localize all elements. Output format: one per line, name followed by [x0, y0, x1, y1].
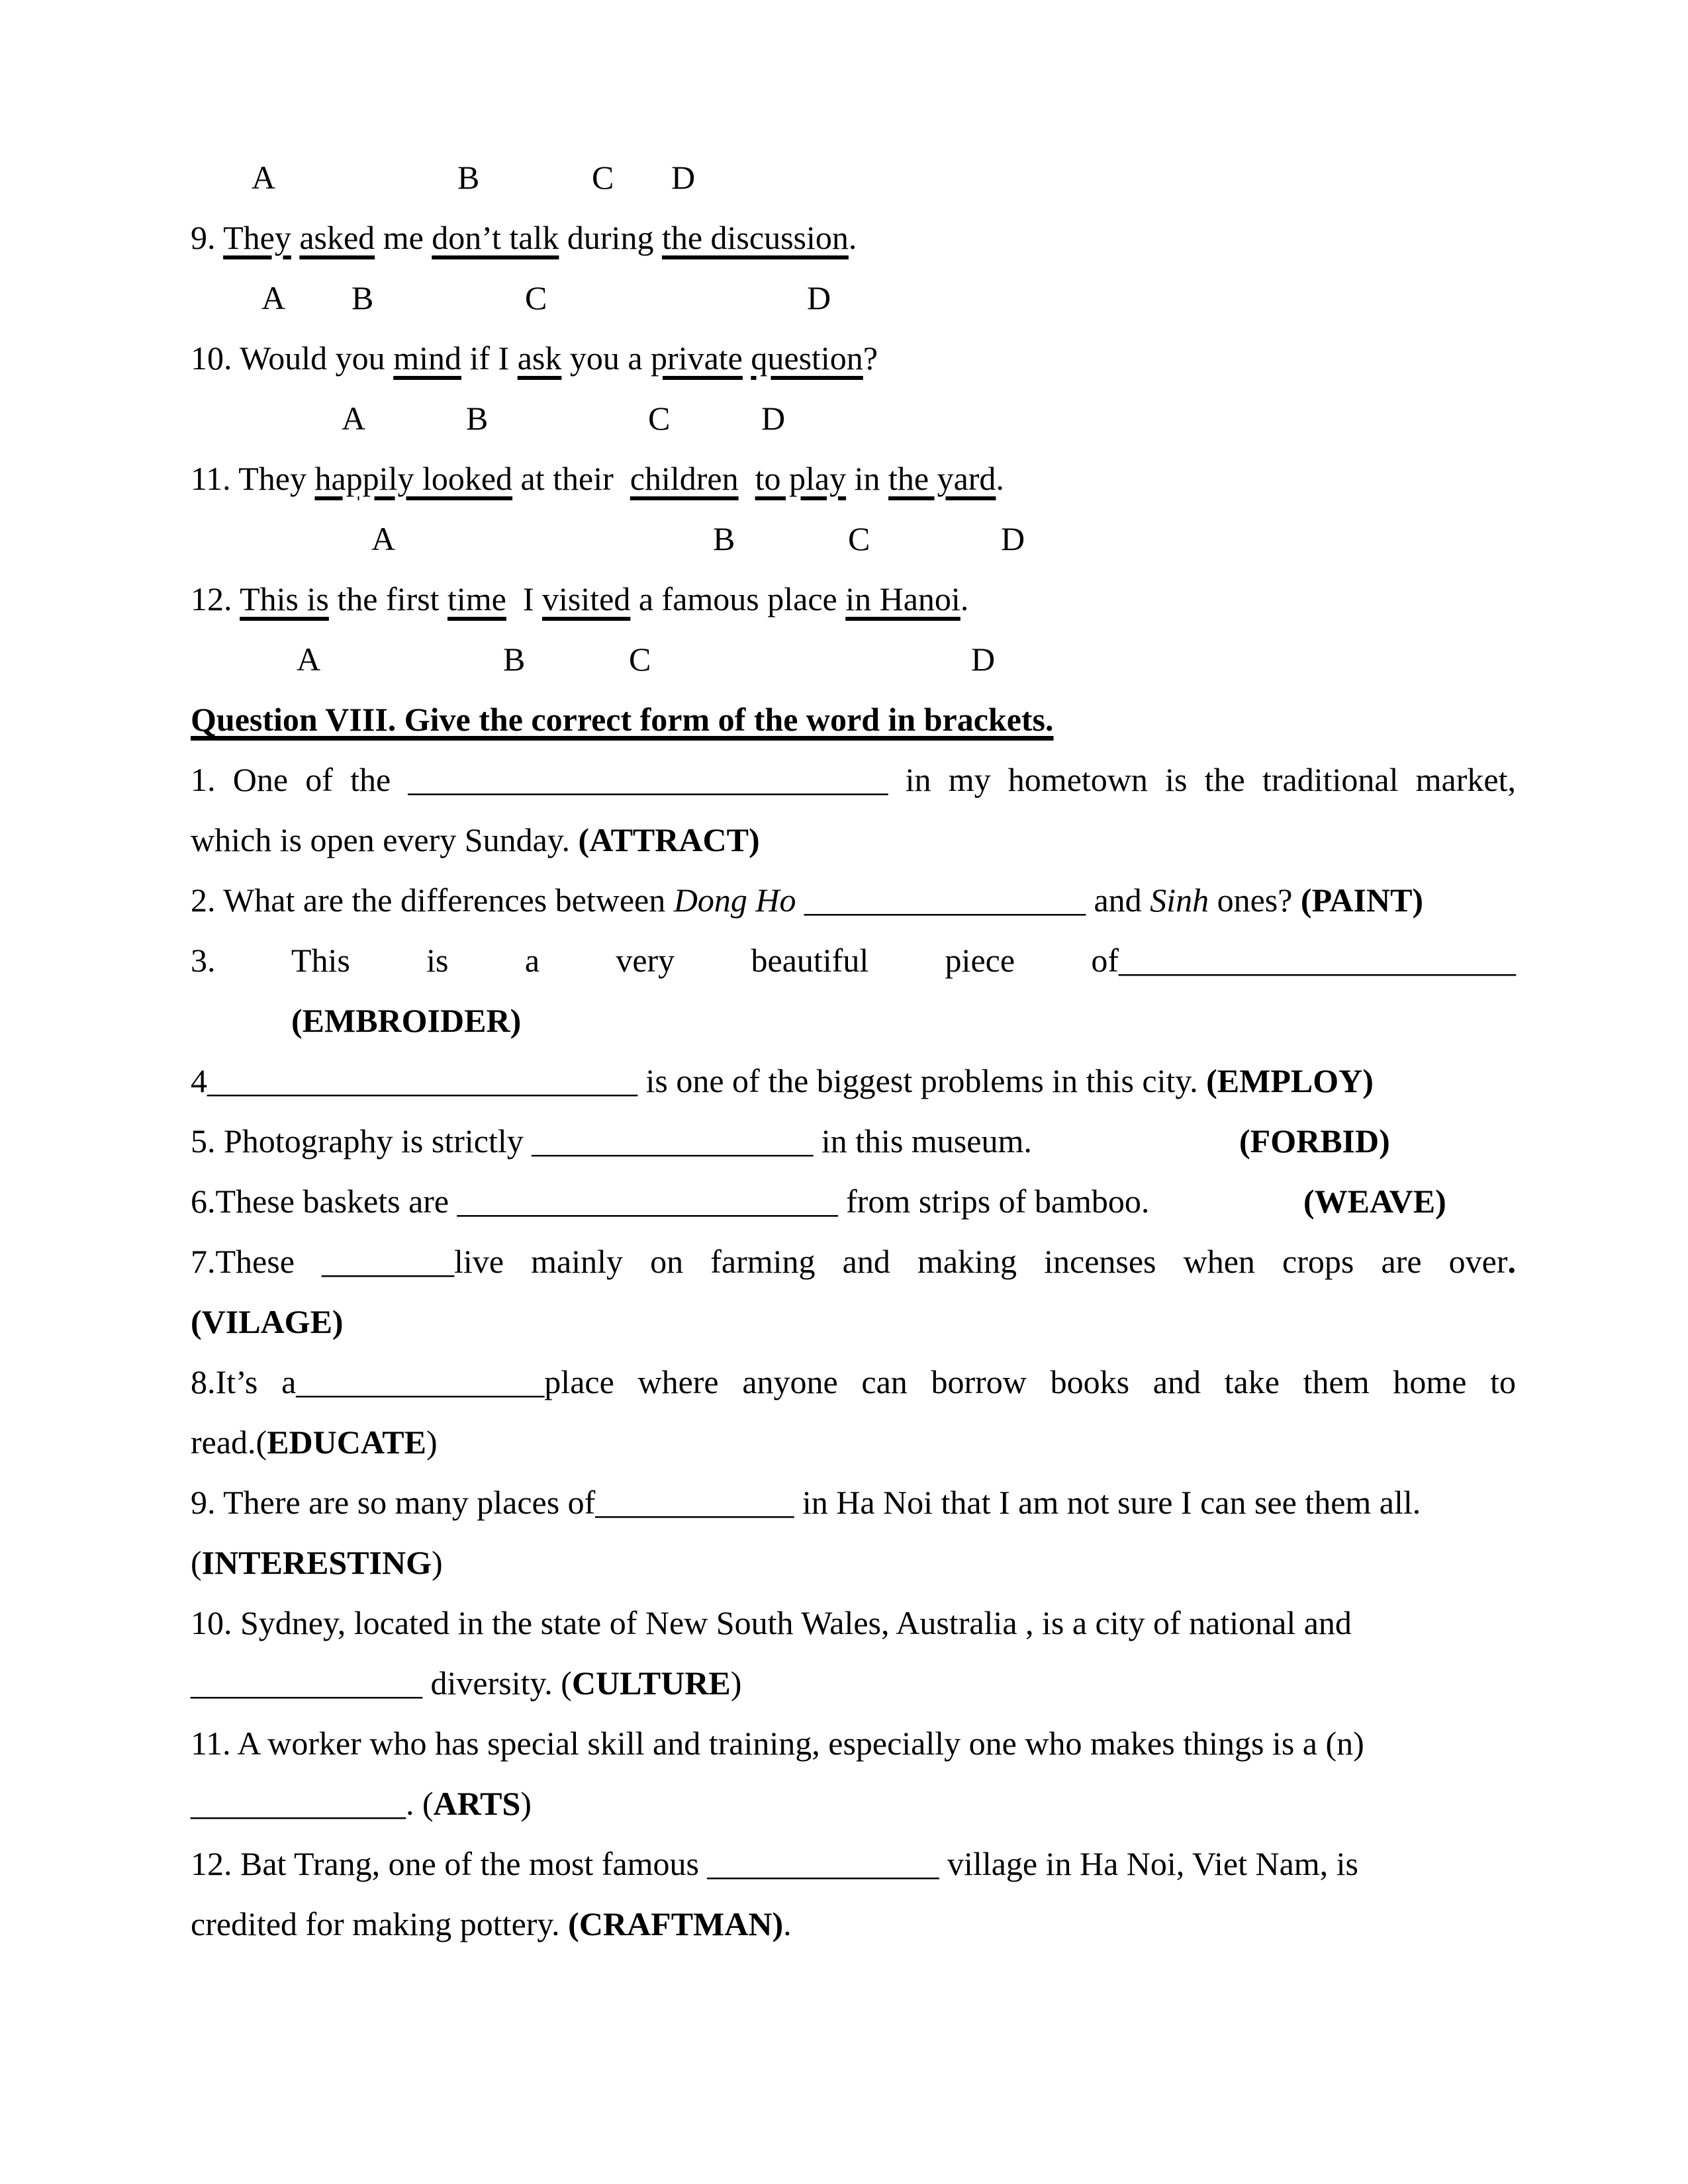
text-segment — [291, 219, 300, 256]
underlined-text: don’t talk — [432, 219, 559, 256]
answer-letter-a: A — [297, 641, 321, 678]
blank-line: ____________ — [595, 1484, 794, 1521]
text-segment: . — [960, 580, 969, 617]
text-segment: ARTS — [433, 1785, 521, 1822]
underlined-text: ask — [517, 340, 562, 377]
answer-letter-d: D — [671, 159, 696, 196]
answer-letter-b: B — [713, 520, 735, 557]
blank-line: _____________ — [191, 1785, 406, 1822]
blank-line: _______________ — [296, 1363, 545, 1400]
text-segment: . — [848, 219, 857, 256]
underlined-text: happily looked — [314, 460, 513, 497]
item-9-line-2 — [191, 1533, 1516, 1593]
text-segment: 10. Sydney, located in the state of New South Wales, Australia , is a city of national and — [191, 1604, 1352, 1641]
text-segment: . — [996, 460, 1004, 497]
answer-letter-a: A — [261, 279, 286, 316]
text-segment: (EMBROIDER) — [291, 1002, 522, 1039]
text-segment: EDUCATE — [267, 1424, 426, 1461]
answer-letter-d: D — [761, 400, 786, 437]
text-segment: 9. — [191, 219, 224, 256]
answer-letter-b: B — [352, 279, 374, 316]
text-segment: ? — [863, 340, 878, 377]
text-segment: Sinh — [1150, 882, 1209, 919]
item-8-line-1 — [191, 1352, 1516, 1412]
text-segment: during — [559, 219, 662, 256]
text-segment: the first — [328, 580, 447, 617]
text-segment: which is open every Sunday. — [191, 821, 579, 858]
item-7-line-2 — [191, 1292, 1516, 1352]
blank-line: ________________________ — [1119, 942, 1516, 979]
text-segment: ) — [426, 1424, 438, 1461]
text-segment: ( — [422, 1785, 434, 1822]
underlined-text: to play — [755, 460, 847, 497]
answer-letter-a: A — [371, 520, 396, 557]
answer-letter-c: C — [629, 641, 651, 678]
question-9 — [191, 208, 1516, 268]
text-segment: 1. One of the — [191, 761, 408, 798]
answer-letters-q10 — [191, 388, 1516, 449]
answer-letters-q8 — [191, 148, 1516, 208]
item-8-line-2 — [191, 1412, 1516, 1473]
text-segment: live mainly on farming and making incenses when crops are over — [454, 1243, 1508, 1280]
underlined-text: This is — [240, 580, 329, 617]
text-segment: 11. They — [191, 460, 315, 497]
text-segment: 2. What are the differences between — [191, 882, 674, 919]
text-segment: 10. Would you — [191, 340, 394, 377]
text-segment: . — [1507, 1243, 1517, 1280]
underlined-text: mind — [393, 340, 461, 377]
item-4 — [191, 1051, 1516, 1111]
question-11 — [191, 449, 1516, 509]
text-segment: me — [375, 219, 432, 256]
text-segment: (FORBID) — [1239, 1122, 1390, 1160]
text-segment: diversity. — [422, 1664, 561, 1702]
item-6 — [191, 1171, 1516, 1232]
text-segment: ( — [191, 1544, 202, 1581]
answer-letter-b: B — [503, 641, 526, 678]
text-segment: credited for making pottery. — [191, 1905, 569, 1942]
item-10-line-2 — [191, 1653, 1516, 1713]
answer-letter-b: B — [466, 400, 489, 437]
text-segment: (CRAFTMAN) — [568, 1905, 784, 1942]
answer-letters-q9 — [191, 268, 1516, 328]
text-segment: (WEAVE) — [1303, 1183, 1446, 1220]
answer-letter-a: A — [252, 159, 276, 196]
underlined-text: visited — [542, 580, 631, 617]
text-segment: 9. There are so many places of — [191, 1484, 596, 1521]
question-10 — [191, 328, 1516, 388]
text-segment: 3. This is a very beautiful piece of — [191, 942, 1119, 979]
underlined-text: time — [447, 580, 506, 617]
item-2 — [191, 870, 1516, 931]
text-segment: ) — [520, 1785, 532, 1822]
item-11-line-1 — [191, 1713, 1516, 1774]
text-segment: if I — [461, 340, 518, 377]
answer-letters-q11 — [191, 509, 1516, 569]
text-segment: in this museum. — [813, 1122, 1032, 1160]
text-segment: you a — [561, 340, 651, 377]
section-heading — [191, 690, 1516, 750]
answer-letter-d: D — [971, 641, 996, 678]
item-1-line-1 — [191, 750, 1516, 810]
text-segment: 4 — [191, 1062, 207, 1099]
item-9-line-1 — [191, 1473, 1516, 1533]
answer-letter-c: C — [848, 520, 870, 557]
item-5 — [191, 1111, 1516, 1171]
item-12-line-1 — [191, 1834, 1516, 1894]
text-segment: place where anyone can borrow books and take them home to — [544, 1363, 1516, 1400]
answer-letter-c: C — [525, 279, 547, 316]
underlined-text: asked — [299, 219, 375, 256]
text-segment: 12. Bat Trang, one of the most famous — [191, 1845, 708, 1882]
text-segment: ) — [432, 1544, 443, 1581]
answer-letter-c: C — [648, 400, 671, 437]
text-segment — [739, 460, 755, 497]
text-segment: and — [1085, 882, 1150, 919]
text-segment: (VILAGE) — [191, 1303, 344, 1340]
text-segment: read.( — [191, 1424, 267, 1461]
item-3-line-1 — [191, 931, 1516, 991]
underlined-text: in Hanoi — [845, 580, 961, 617]
text-segment: 7.These — [191, 1243, 322, 1280]
underlined-text: They — [223, 219, 291, 256]
text-segment: at their — [512, 460, 630, 497]
blank-line: _____________________________ — [408, 761, 888, 798]
item-12-line-2 — [191, 1894, 1516, 1954]
item-1-line-2 — [191, 810, 1516, 870]
text-segment: village in Ha Noi, Viet Nam, is — [939, 1845, 1359, 1882]
answer-letter-a: A — [342, 400, 366, 437]
text-segment: INTERESTING — [201, 1544, 432, 1581]
underlined-text: Question VIII. Give the correct form of the word in brackets. — [191, 701, 1054, 738]
text-segment: (ATTRACT) — [578, 821, 760, 858]
item-10-line-1 — [191, 1593, 1516, 1653]
text-segment: ones? — [1209, 882, 1301, 919]
text-segment: is one of the biggest problems in this city. — [637, 1062, 1207, 1099]
underlined-text: private — [651, 340, 743, 377]
blank-line: _______________________ — [457, 1183, 838, 1220]
text-segment: I — [506, 580, 543, 617]
answer-letter-c: C — [592, 159, 614, 196]
text-segment: CULTURE — [571, 1664, 731, 1702]
text-segment: 12. — [191, 580, 240, 617]
text-segment: in Ha Noi that I am not sure I can see them all. — [794, 1484, 1421, 1521]
answer-letter-d: D — [1001, 520, 1025, 557]
text-segment: . — [406, 1785, 422, 1822]
text-segment: 6.These baskets are — [191, 1183, 457, 1220]
item-3-line-2 — [191, 991, 1516, 1051]
text-segment: 8.It’s a — [191, 1363, 297, 1400]
text-segment: a famous place — [630, 580, 846, 617]
text-segment: (EMPLOY) — [1206, 1062, 1374, 1099]
item-7-line-1 — [191, 1232, 1516, 1292]
answer-letter-d: D — [807, 279, 831, 316]
blank-line: __________________________ — [207, 1062, 637, 1099]
text-segment: ( — [561, 1664, 572, 1702]
text-segment: in — [846, 460, 888, 497]
blank-line: ________ — [322, 1243, 455, 1280]
underlined-text: the discussion — [661, 219, 849, 256]
item-11-line-2 — [191, 1774, 1516, 1834]
text-segment: 5. Photography is strictly — [191, 1122, 532, 1160]
text-segment: . — [783, 1905, 792, 1942]
answer-letters-q12 — [191, 629, 1516, 690]
underlined-text: question — [751, 340, 863, 377]
text-segment: from strips of bamboo. — [837, 1183, 1150, 1220]
text-segment: 11. A worker who has special skill and training, especially one who makes things is a (n) — [191, 1725, 1364, 1762]
text-segment: (PAINT) — [1300, 882, 1424, 919]
text-segment — [743, 340, 751, 377]
blank-line: ______________ — [707, 1845, 939, 1882]
underlined-text: children — [630, 460, 739, 497]
text-segment — [796, 882, 804, 919]
text-segment: Dong Ho — [673, 882, 796, 919]
question-12 — [191, 569, 1516, 629]
blank-line: _________________ — [804, 882, 1086, 919]
text-segment: ) — [730, 1664, 742, 1702]
blank-line: _________________ — [532, 1122, 814, 1160]
underlined-text: the yard — [888, 460, 996, 497]
answer-letter-b: B — [457, 159, 480, 196]
text-segment: in my hometown is the traditional market, — [888, 761, 1516, 798]
blank-line: ______________ — [191, 1664, 422, 1702]
